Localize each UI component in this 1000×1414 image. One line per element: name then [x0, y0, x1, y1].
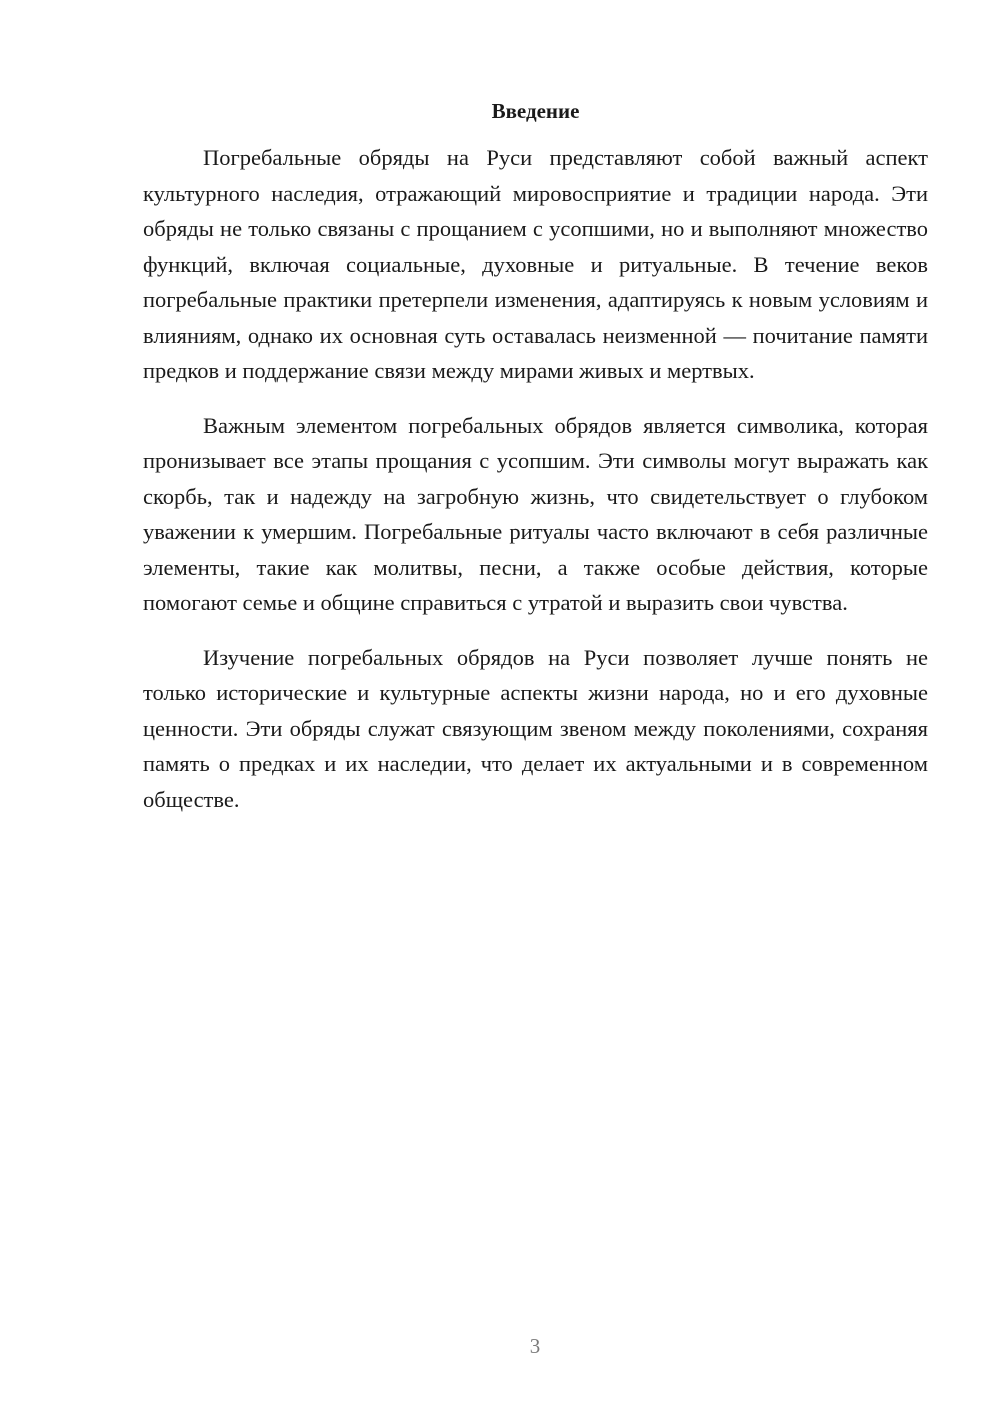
- paragraph-1: Погребальные обряды на Руси представляют собой важный аспект культурного наследия, отражающий мировосприятие и традиции народа. Эти обряды не только связаны с прощанием с усопшими, но и выполняют множество функций, включая социальные, духовные и ритуальные. В течение веков погребальные практики претерпели изменения, адаптируясь к новым условиям и влияниям, однако их основная суть оставалась неизменной — почитание памяти предков и поддержание связи между мирами живых и мертвых.: [143, 145, 928, 383]
- page-body: [143, 96, 928, 836]
- paragraph-3: Изучение погребальных обрядов на Руси позволяет лучше понять не только исторические и культурные аспекты жизни народа, но и его духовные ценности. Эти обряды служат связующим звеном между поколениями, сохраняя память о предках и их наследии, что делает их актуальными и в современном обществе.: [143, 644, 928, 812]
- paragraph-2: Важным элементом погребальных обрядов является символика, которая пронизывает все этапы прощания с усопшим. Эти символы могут выражать как скорбь, так и надежду на загробную жизнь, что свидетельствует о глубоком уважении к умершим. Погребальные ритуалы часто включают в себя различные элементы, такие как молитвы, песни, а также особые действия, которые помогают семье и общине справиться с утратой и выразить свои чувства.: [143, 412, 928, 615]
- page-number: 3: [529, 1334, 541, 1358]
- section-heading: Введение: [491, 99, 580, 123]
